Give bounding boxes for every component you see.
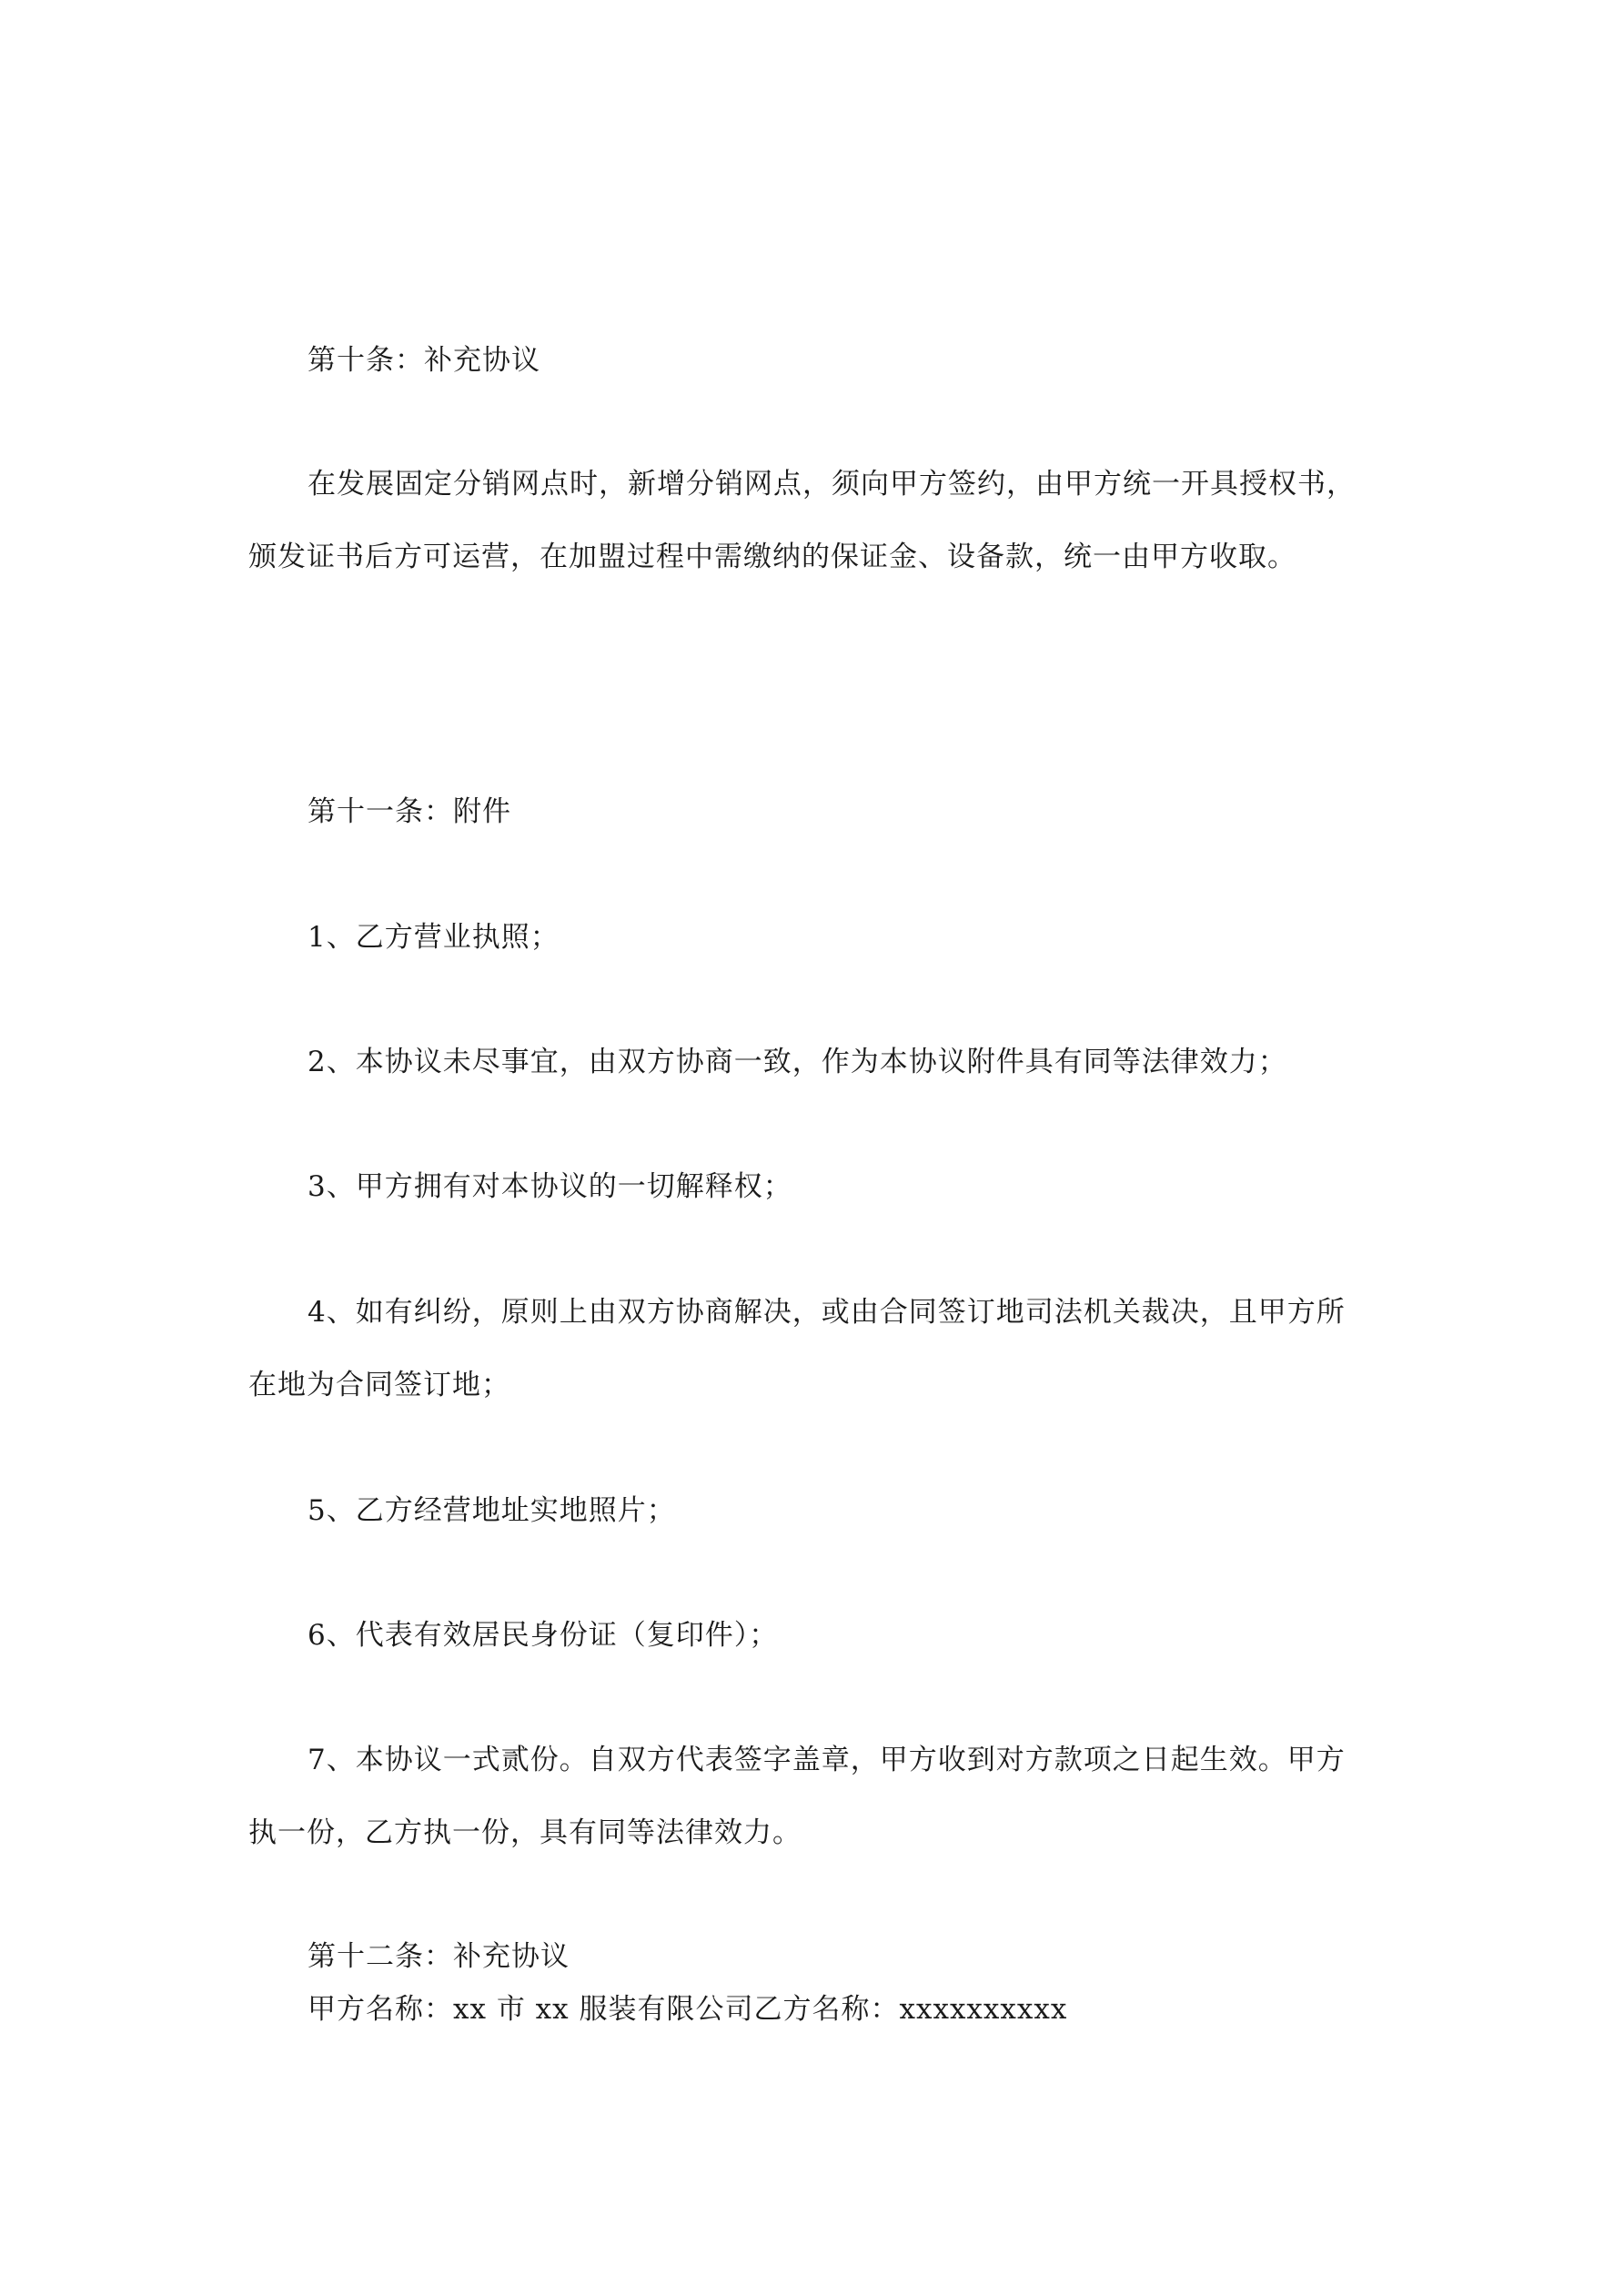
article-11-item-1: 1、乙方营业执照； bbox=[308, 921, 560, 954]
article-10-paragraph-line-2: 颁发证书后方可运营，在加盟过程中需缴纳的保证金、设备款，统一由甲方收取。 bbox=[248, 541, 1296, 573]
article-11-item-4-line-1: 4、如有纠纷，原则上由双方协商解决，或由合同签订地司法机关裁决，且甲方所 bbox=[308, 1296, 1346, 1329]
article-12-heading: 第十二条：补充协议 bbox=[308, 1940, 570, 1973]
article-10-paragraph-line-1: 在发展固定分销网点时，新增分销网点，须向甲方签约，由甲方统一开具授权书， bbox=[308, 468, 1356, 501]
parties-line: 甲方名称：xx 市 xx 服装有限公司乙方名称：xxxxxxxxxx bbox=[308, 1993, 1068, 2026]
article-11-item-7-line-2: 执一份，乙方执一份，具有同等法律效力。 bbox=[248, 1816, 802, 1849]
article-11-item-7-line-1: 7、本协议一式贰份。自双方代表签字盖章，甲方收到对方款项之日起生效。甲方 bbox=[308, 1744, 1346, 1776]
article-11-heading: 第十一条：附件 bbox=[308, 795, 511, 828]
article-11-item-4-line-2: 在地为合同签订地； bbox=[248, 1369, 510, 1401]
article-11-item-6: 6、代表有效居民身份证（复印件）； bbox=[308, 1619, 779, 1652]
article-10-heading: 第十条：补充协议 bbox=[308, 344, 540, 377]
article-11-item-3: 3、甲方拥有对本协议的一切解释权； bbox=[308, 1170, 792, 1203]
article-11-item-2: 2、本协议未尽事宜，由双方协商一致，作为本协议附件具有同等法律效力； bbox=[308, 1046, 1287, 1078]
article-11-item-5: 5、乙方经营地址实地照片； bbox=[308, 1494, 676, 1527]
